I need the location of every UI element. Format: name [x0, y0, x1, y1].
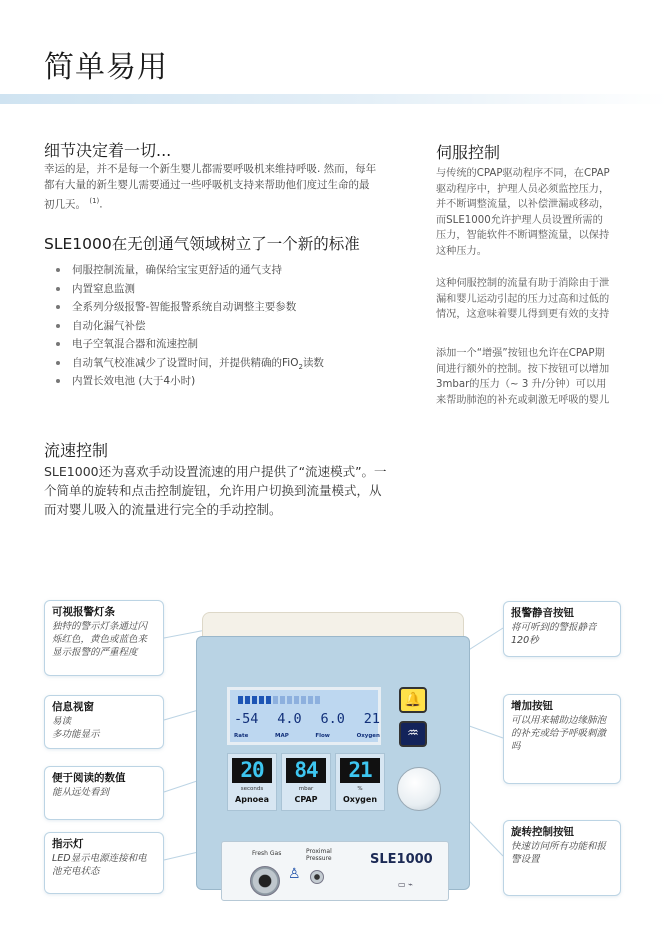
- lcd-label-oxygen: Oxygen: [356, 733, 380, 739]
- lcd-labels: [234, 733, 380, 739]
- boost-button[interactable]: [399, 721, 427, 747]
- fio2-suffix: 读数: [302, 356, 324, 369]
- lcd-bar-segment: [287, 696, 292, 704]
- apnoea-display: [227, 753, 277, 811]
- oxygen-display: [335, 753, 385, 811]
- servo-heading: 伺服控制: [436, 143, 501, 162]
- apnoea-label: Apnoea: [235, 795, 269, 804]
- bell-icon: 🔔: [404, 692, 422, 708]
- detail-ref: (1): [89, 197, 100, 205]
- sle1000-device: [196, 612, 470, 888]
- lcd-bar-segment: [301, 696, 306, 704]
- feature-item: 自动化漏气补偿: [56, 318, 386, 337]
- device-model-label: SLE1000: [370, 852, 433, 867]
- lcd-bar-segment: [315, 696, 320, 704]
- feature-item: 内置长效电池 (大于4小时): [56, 373, 386, 392]
- callout-title: 旋转控制按钮: [511, 826, 574, 838]
- lcd-label-map: MAP: [274, 733, 289, 739]
- feature-item: [56, 355, 386, 374]
- flow-paragraph: SLE1000还为喜欢手动设置流速的用户提供了“流速模式”。一个简单的旋转和点击控制旋钮，允许用户切换到流量模式，从而对婴儿吸入的流量进行完全的手动控制。: [44, 464, 387, 517]
- callout-title: 便于阅读的数值: [52, 772, 126, 784]
- callout-desc: 快速访问所有功能和报警设置: [511, 841, 607, 865]
- feature-item: 内置窒息监测: [56, 281, 386, 300]
- title-band: [0, 94, 668, 104]
- detail-paragraph: 幸运的是，并不是每一个新生婴儿都需要呼吸机来维持呼吸. 然而，每年都有大量的新生婴儿需要通过一些呼吸机支持来帮助他们度过生命的最初几天。 $^{(1)}$.: [44, 163, 377, 211]
- lcd-bar-segment: [245, 696, 250, 704]
- callout-alarm-silence: [503, 601, 621, 657]
- oxygen-label: Oxygen: [342, 795, 378, 804]
- apnoea-unit: seconds: [240, 786, 264, 792]
- sle-heading: SLE1000在无创通气领域树立了一个新的标准: [44, 235, 360, 253]
- oxygen-unit: %: [357, 786, 363, 792]
- lcd-values: [234, 711, 380, 727]
- servo-paragraph-1: 与传统的CPAP驱动程序不同，在CPAP驱动程序中，护理人员必须监控压力，并不断调整流量，以补偿泄漏或移动，而SLE1000允许护理人员设置所需的压力，智能软件不断调整流量，以保持这种压力。: [436, 168, 610, 257]
- detail-text: 幸运的是，并不是每一个新生婴儿都需要呼吸机来维持呼吸. 然而，每年都有大量的新生婴儿需要通过一些呼吸机支持来帮助他们度过生命的最初几天。: [44, 163, 377, 211]
- lungs-icon: ♒: [407, 726, 419, 741]
- fresh-gas-port[interactable]: [250, 866, 280, 896]
- callout-title: 信息视窗: [52, 701, 94, 713]
- callout-desc: 能从远处看到: [52, 787, 110, 798]
- device-body: [196, 636, 470, 890]
- proximal-pressure-label: Proximal Pressure: [306, 848, 332, 862]
- lcd-bar-segment: [259, 696, 264, 704]
- lcd-label-flow: Flow: [315, 733, 330, 739]
- lcd-bar-segment: [273, 696, 278, 704]
- feature-list: [56, 262, 386, 392]
- info-window-lcd: [227, 687, 381, 745]
- callout-alarm-bar: [44, 600, 164, 676]
- servo-paragraph-2: 这种伺服控制的流量有助于消除由于泄漏和婴儿运动引起的压力过高和过低的情况，这意味着婴儿得到更有效的支持: [436, 278, 610, 320]
- lcd-bar-segment: [238, 696, 243, 704]
- lcd-value-map: 4.0: [277, 711, 302, 727]
- lcd-label-rate: Rate: [234, 733, 249, 739]
- cpap-unit: mbar: [298, 786, 314, 792]
- feature-item: 电子空氧混合器和流速控制: [56, 336, 386, 355]
- flow-heading: 流速控制: [44, 441, 109, 460]
- callout-title: 报警静音按钮: [511, 607, 574, 619]
- callout-indicator: [44, 832, 164, 894]
- feature-item-text: 自动氧气校准减少了设置时间，并提供精确的FiO: [72, 356, 299, 369]
- callout-desc: LED显示电源连接和电池充电状态: [52, 853, 147, 877]
- callout-desc: 独特的警示灯条通过闪烁红色，黄色或蓝色来显示报警的严重程度: [52, 621, 148, 658]
- page-title: 简单易用: [44, 50, 168, 85]
- callout-rotary: [503, 820, 621, 896]
- rotary-control-knob[interactable]: [397, 767, 441, 811]
- lcd-value-rate: -54: [234, 711, 259, 727]
- connection-panel: [221, 841, 449, 901]
- servo-paragraph-3: 添加一个“增强”按钮也允许在CPAP期间进行额外的控制。按下按钮可以增加3mbar的压力（~ 3 升/分钟）可以用来帮助肺泡的补充或刺激无呼吸的婴儿: [436, 348, 610, 406]
- lcd-bar-segment: [280, 696, 285, 704]
- battery-power-led-icon: ▭ ⌁: [398, 880, 413, 889]
- callout-readable-values: [44, 766, 164, 820]
- feature-item: 伺服控制流量，确保给宝宝更舒适的通气支持: [56, 262, 386, 281]
- callout-title: 指示灯: [52, 838, 84, 850]
- fio2-subscript: 2: [298, 362, 303, 371]
- detail-heading: 细节决定着一切...: [44, 141, 172, 160]
- patient-icon: ♙: [288, 866, 301, 882]
- feature-item: 全系列分级报警-智能报警系统自动调整主要参数: [56, 299, 386, 318]
- alarm-silence-button[interactable]: [399, 687, 427, 713]
- proximal-pressure-port[interactable]: [310, 870, 324, 884]
- lcd-bar-segment: [266, 696, 271, 704]
- callout-title: 增加按钮: [511, 700, 553, 712]
- lcd-bar-segment: [294, 696, 299, 704]
- lcd-bar-segment: [308, 696, 313, 704]
- callout-desc: 可以用来辅助边缘肺泡的补充或给予呼吸刺激吗: [511, 715, 607, 752]
- oxygen-value: 21: [340, 758, 380, 783]
- callout-desc: 易读 多功能显示: [52, 716, 100, 740]
- callout-boost: [503, 694, 621, 784]
- lcd-value-flow: 6.0: [320, 711, 345, 727]
- cpap-label: CPAP: [294, 795, 318, 804]
- callout-title: 可视报警灯条: [52, 606, 115, 618]
- callout-info-window: [44, 695, 164, 749]
- lcd-bar-graph: [238, 696, 320, 704]
- callout-desc: 将可听到的警报静音120秒: [511, 622, 597, 646]
- cpap-display: [281, 753, 331, 811]
- apnoea-value: 20: [232, 758, 272, 783]
- lcd-value-oxygen: 21: [363, 711, 380, 727]
- cpap-value: 84: [286, 758, 326, 783]
- lcd-bar-segment: [252, 696, 257, 704]
- fresh-gas-label: Fresh Gas: [252, 850, 282, 857]
